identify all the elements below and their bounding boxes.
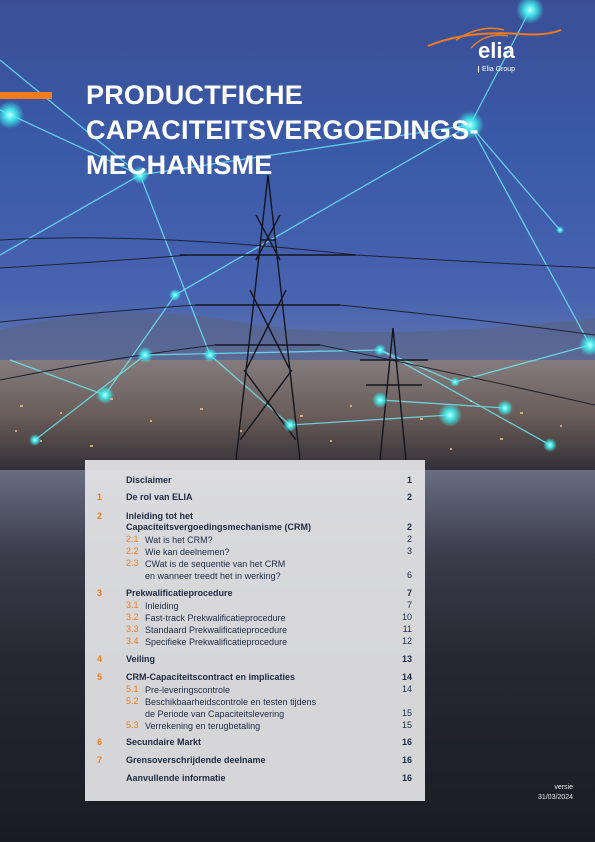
toc-subentry-page: 3 [406, 546, 412, 556]
title-line-3: MECHANISME [86, 150, 273, 180]
toc-entry-label: Secundaire Markt [126, 737, 202, 747]
toc-entry-page: 16 [401, 773, 412, 783]
toc-subentry-label: Wat is het CRM? [145, 535, 213, 545]
toc-entry-number: 4 [97, 654, 103, 664]
toc-entry-page: 7 [406, 588, 412, 598]
toc-entry-page: 14 [401, 672, 412, 682]
toc-subentry-number: 5.3 [126, 720, 139, 730]
toc-entry-label: Veiling [126, 654, 156, 664]
elia-group-text: Elia Group [478, 66, 515, 73]
toc-entry-page: 2 [406, 492, 412, 502]
title-line-2: CAPACITEITSVERGOEDINGS- [86, 115, 479, 145]
toc-subentry-page: 10 [401, 612, 412, 622]
toc-subentry-page: 6 [406, 570, 412, 580]
toc-entry-number: 5 [97, 672, 103, 682]
toc-entry-number: 7 [97, 755, 103, 765]
page-title [86, 78, 566, 183]
toc-entry-page: 16 [401, 737, 412, 747]
toc-subentry-number: 3.3 [126, 624, 139, 634]
toc-subentry-page: 14 [401, 684, 412, 694]
version-date: 31/03/2024 [537, 794, 573, 801]
orange-accent-bar [0, 92, 52, 99]
toc-subentry-label: Wie kan deelnemen? [145, 547, 230, 557]
toc-subentry-number: 2.2 [126, 546, 139, 556]
toc-entry-label-line-2: Capaciteitsvergoedingsmechanisme (CRM) [126, 522, 312, 532]
toc-entry-number: 1 [97, 492, 103, 502]
table-of-contents [85, 460, 425, 801]
toc-subentry-number: 3.4 [126, 636, 139, 646]
toc-subentry-label-line-2: en wanneer treedt het in werking? [145, 571, 281, 581]
toc-entry-number: 6 [97, 737, 103, 747]
version-info [538, 783, 573, 803]
toc-subentry-number: 2.3 [126, 558, 139, 568]
toc-subentry-number: 5.1 [126, 684, 139, 694]
toc-subentry-page: 12 [401, 636, 412, 646]
toc-subentry-page: 15 [401, 708, 412, 718]
toc-subentry-page: 2 [406, 534, 412, 544]
toc-entry-number: 3 [97, 588, 103, 598]
elia-logo-text: elia [478, 38, 515, 63]
toc-subentry-label: Specifieke Prekwalificatieprocedure [145, 637, 288, 647]
title-line-1: PRODUCTFICHE [86, 80, 303, 110]
toc-subentry-page: 11 [402, 624, 412, 634]
toc-entry-label: De rol van ELIA [126, 492, 193, 502]
toc-entry-page: 16 [401, 755, 412, 765]
toc-subentry-label: Pre-leveringscontrole [145, 685, 231, 695]
toc-subentry-label: Inleiding [145, 601, 179, 611]
toc-entry-label: Aanvullende informatie [126, 773, 226, 783]
toc-subentry-number: 3.1 [126, 600, 139, 610]
toc-entry-label: Disclaimer [126, 475, 172, 485]
version-label: versie [554, 784, 573, 791]
toc-subentry-label: Standaard Prekwalificatieprocedure [145, 625, 288, 635]
toc-entry-label: CRM-Capaciteitscontract en implicaties [126, 672, 296, 682]
toc-subentry-number: 3.2 [126, 612, 139, 622]
toc-entry-number: 2 [97, 511, 103, 521]
toc-entry-label: Prekwalificatieprocedure [126, 588, 233, 598]
toc-subentry-label-line-1: Beschikbaarheidscontrole en testen tijdens [145, 697, 317, 707]
toc-entry-label: Grensoverschrijdende deelname [126, 755, 266, 765]
toc-entry-page: 2 [406, 522, 412, 532]
toc-entry-label-line-1: Inleiding tot het [126, 511, 193, 521]
toc-entry-page: 1 [406, 475, 412, 485]
toc-subentry-label: Fast-track Prekwalificatieprocedure [145, 613, 286, 623]
toc-entry-page: 13 [401, 654, 412, 664]
toc-subentry-page: 15 [401, 720, 412, 730]
toc-subentry-number: 2.1 [126, 534, 139, 544]
elia-group-label [478, 66, 515, 73]
toc-subentry-label: Verrekening en terugbetaling [145, 721, 261, 731]
toc-subentry-label-line-1: CWat is de sequentie van het CRM [145, 559, 286, 569]
toc-subentry-number: 5.2 [126, 696, 139, 706]
toc-subentry-page: 7 [406, 600, 412, 610]
toc-subentry-label-line-2: de Periode van Capaciteitslevering [145, 709, 285, 719]
